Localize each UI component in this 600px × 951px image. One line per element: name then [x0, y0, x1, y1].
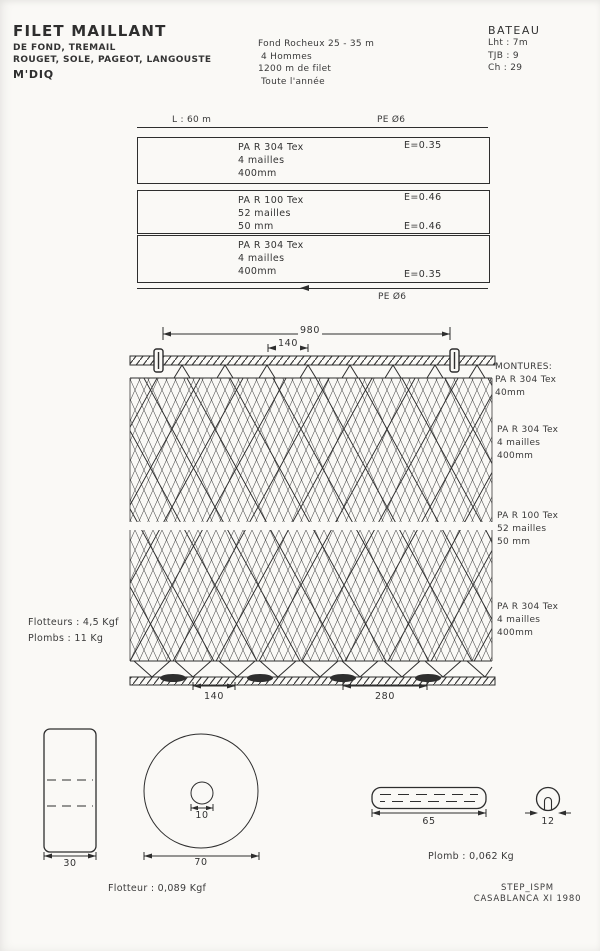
panel-3-meshsize: 400mm [238, 266, 277, 277]
footrope-direction-arrow-icon [300, 285, 309, 291]
footer-place-date: CASABLANCA XI 1980 [473, 894, 582, 904]
gear-type-line: DE FOND, TREMAIL [13, 43, 116, 53]
middle-panel-material: PA R 100 Tex [497, 511, 559, 521]
net-length: 1200 m de filet [258, 64, 332, 74]
dim-lead-spacing-1: 140 [204, 691, 224, 702]
montures-material: PA R 304 Tex [495, 375, 557, 385]
float-diameter-dim: 70 [194, 857, 208, 868]
footer-credit [455, 883, 600, 905]
rig-length-label: L : 60 m [172, 115, 212, 125]
rig-panel-2 [137, 190, 490, 234]
rig-headrope-label: PE Ø6 [377, 115, 406, 125]
middle-panel-meshsize: 50 mm [497, 537, 531, 547]
lower-panel-meshes: 4 mailles [497, 615, 541, 625]
float-caption: Flotteur : 0,089 Kgf [108, 883, 207, 894]
boat-lht: Lht : 7m [488, 38, 528, 48]
panel-3-material: PA R 304 Tex [238, 240, 304, 251]
panel-1-meshsize: 400mm [238, 168, 277, 179]
panel-1-meshes: 4 mailles [238, 155, 285, 166]
footrope-line [137, 288, 488, 289]
crew: 4 Hommes [261, 51, 313, 62]
footer-institute: STEP_ISPM [501, 883, 554, 893]
montures-label [495, 361, 556, 400]
dim-total-width: 980 [300, 325, 320, 336]
lead-length-dim: 65 [422, 816, 436, 827]
dim-lead-spacing-2: 280 [375, 691, 395, 702]
float-hole-dim: 10 [195, 810, 209, 821]
port-name: M'DIQ [13, 68, 54, 81]
headrope-line [137, 127, 488, 128]
panel-2-material: PA R 100 Tex [238, 195, 304, 206]
boat-info [488, 24, 540, 75]
lower-panel-label [497, 601, 558, 640]
component-detail-drawings [0, 715, 600, 895]
lower-panel-material: PA R 304 Tex [497, 602, 559, 612]
dim-float-spacing: 140 [278, 338, 298, 349]
rig-footrope-label: PE Ø6 [378, 292, 407, 302]
upper-panel-material: PA R 304 Tex [497, 425, 559, 435]
ground-depth: Fond Rocheux 25 - 35 m [258, 39, 375, 49]
rig-panel-3 [137, 235, 490, 283]
lead-diameter-dim: 12 [541, 816, 555, 827]
panel-2-meshsize: 50 mm [238, 221, 274, 232]
panel-1-spec [238, 141, 304, 180]
panel-3-spec [238, 239, 304, 278]
upper-panel-meshes: 4 mailles [497, 438, 541, 448]
montures-meshsize: 40mm [495, 388, 526, 398]
panel-1-hanging-ratio: E=0.35 [404, 140, 442, 151]
boat-title: BATEAU [488, 24, 541, 37]
fishing-conditions [258, 38, 374, 88]
upper-panel-label [497, 424, 558, 463]
panel-3-meshes: 4 mailles [238, 253, 285, 264]
float-width-dim: 30 [63, 858, 77, 869]
leads-weight-label: Plombs : 11 Kg [28, 633, 104, 644]
panel-3-hanging-ratio: E=0.35 [404, 269, 442, 280]
sheet-title: FILET MAILLANT [13, 22, 167, 40]
montures-title: MONTURES: [495, 362, 553, 372]
net-elevation-drawing [125, 318, 505, 718]
panel-2-hanging-ratio-bottom: E=0.46 [404, 221, 442, 232]
rig-panel-1 [137, 137, 490, 184]
panel-2-hanging-ratio-top: E=0.46 [404, 192, 442, 203]
boat-tjb: TJB : 9 [488, 50, 519, 61]
boat-ch: Ch : 29 [488, 63, 523, 73]
lead-caption: Plomb : 0,062 Kg [428, 851, 514, 862]
target-species-line: ROUGET, SOLE, PAGEOT, LANGOUSTE [13, 55, 212, 65]
panel-2-meshes: 52 mailles [238, 208, 291, 219]
floats-weight-label: Flotteurs : 4,5 Kgf [28, 617, 119, 628]
panel-1-material: PA R 304 Tex [238, 142, 304, 153]
middle-panel-label [497, 510, 558, 549]
panel-2-spec [238, 194, 304, 233]
season: Toute l'année [261, 76, 325, 87]
middle-panel-meshes: 52 mailles [497, 524, 547, 534]
upper-panel-meshsize: 400mm [497, 451, 534, 461]
lower-panel-meshsize: 400mm [497, 628, 534, 638]
